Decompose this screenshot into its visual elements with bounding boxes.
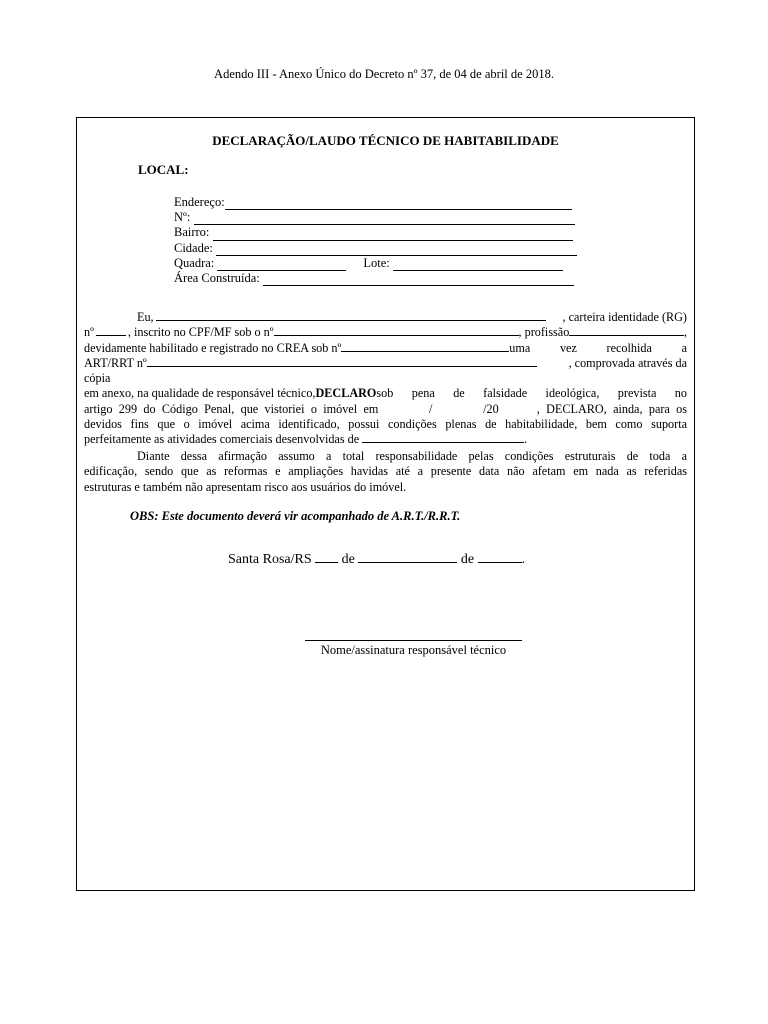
resp-line-1: Diante dessa afirmação assumo a total responsabilidade pelas condições estruturais de toda a	[137, 449, 687, 463]
signature-line[interactable]	[305, 640, 522, 641]
field-endereco[interactable]	[174, 195, 577, 210]
blank-month[interactable]	[358, 552, 457, 563]
field-quadra-blank[interactable]	[217, 260, 346, 271]
field-area[interactable]	[174, 271, 577, 286]
field-bairro-blank[interactable]	[213, 230, 573, 241]
decl-line-6: em anexo, na qualidade de responsável técnico, DECLARO sob pena de falsidade ideológica, prevista no	[84, 386, 687, 401]
field-bairro-label: Bairro:	[174, 225, 210, 240]
decl-line-3: devidamente habilitado e registrado no CREA sob nº uma vez recolhida a	[84, 340, 687, 355]
field-quadra-lote[interactable]	[174, 256, 577, 271]
decl-line-1: Eu, , carteira identidade (RG)	[137, 310, 687, 324]
field-numero-label: Nº:	[174, 210, 191, 225]
resp-line-2: edificação, sendo que as reformas e ampliações havidas até a presente data não afetam em nada as referidas	[84, 464, 687, 479]
blank-atividades[interactable]	[362, 432, 524, 443]
blank-nome[interactable]	[156, 310, 546, 321]
decl-line-2: nº , inscrito no CPF/MF sob o nº , profissão ,	[84, 325, 687, 340]
responsibility-paragraph	[84, 449, 687, 495]
decl-line-8: devidos fins que o imóvel acima identificado, possui condições plenas de habitabilidade, bem como suporta	[84, 417, 687, 432]
address-fields	[174, 195, 577, 286]
place-date-line: Santa Rosa/RS de de .	[228, 552, 526, 567]
blank-profissao[interactable]	[569, 325, 684, 336]
field-endereco-blank[interactable]	[225, 199, 572, 210]
declaration-paragraph	[84, 310, 687, 448]
field-lote-blank[interactable]	[393, 260, 563, 271]
field-cidade-label: Cidade:	[174, 240, 213, 255]
decl-line-7: artigo 299 do Código Penal, que vistoriei o imóvel em / /20 , DECLARO, ainda, para os	[84, 401, 687, 416]
field-endereco-label: Endereço:	[174, 195, 225, 209]
local-label: LOCAL:	[138, 162, 189, 177]
field-bairro[interactable]	[174, 225, 577, 240]
field-cidade[interactable]	[174, 241, 577, 256]
document-header: Adendo III - Anexo Único do Decreto nº 37, de 04 de abril de 2018.	[214, 67, 554, 81]
blank-rg[interactable]	[96, 325, 126, 336]
decl-line-9: perfeitamente as atividades comerciais desenvolvidas de .	[84, 432, 528, 447]
field-quadra-label: Quadra:	[174, 255, 215, 270]
blank-cpf[interactable]	[274, 325, 519, 336]
place-city: Santa Rosa/RS	[228, 552, 312, 567]
blank-year[interactable]	[478, 552, 522, 563]
form-title: DECLARAÇÃO/LAUDO TÉCNICO DE HABITABILIDADE	[212, 133, 559, 148]
blank-art[interactable]	[147, 356, 537, 367]
blank-crea[interactable]	[341, 341, 509, 352]
obs-note: OBS: Este documento deverá vir acompanhado de A.R.T./R.R.T.	[130, 509, 461, 523]
field-numero-blank[interactable]	[194, 214, 575, 225]
decl-line-4: ART/RRT nº , comprovada através da	[84, 355, 687, 370]
blank-day[interactable]	[315, 552, 338, 563]
field-area-label: Área Construída:	[174, 271, 260, 286]
decl-line-5: cópia	[84, 371, 111, 386]
field-numero[interactable]	[174, 210, 577, 225]
field-lote-label: Lote:	[363, 255, 390, 270]
field-area-blank[interactable]	[263, 275, 574, 286]
form-frame	[76, 117, 695, 891]
signature-caption: Nome/assinatura responsável técnico	[320, 643, 507, 657]
field-cidade-blank[interactable]	[216, 245, 577, 256]
resp-line-3: estruturas e também não apresentam risco aos usuários do imóvel.	[84, 479, 407, 494]
